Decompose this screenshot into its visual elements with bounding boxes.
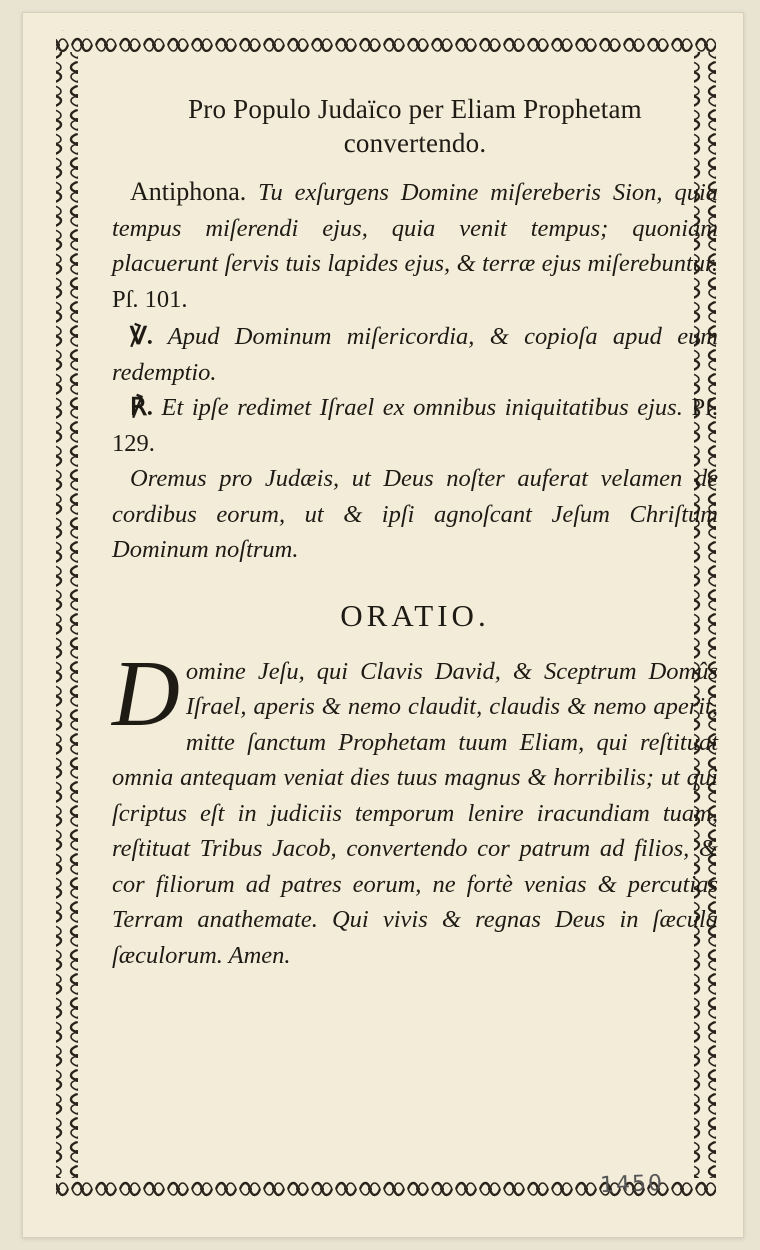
response-text: Et ipſe redimet Iſrael ex omnibus iniquitatibus ejus.	[161, 394, 683, 421]
prayer-paragraph	[112, 641, 718, 974]
title-line-1: Pro Populo Judaïco per Eliam Prophetam	[188, 94, 642, 124]
antiphona-paragraph	[112, 174, 718, 317]
title-line-2: convertendo.	[343, 128, 487, 158]
antiphona-reference: Pſ. 101.	[112, 285, 188, 313]
versicle-symbol: ℣.	[130, 323, 153, 350]
oratio-heading: ORATIO.	[340, 597, 490, 633]
document-page	[22, 12, 744, 1238]
versicle-text: Apud Dominum miſericordia, & copioſa apud eum redemptio.	[112, 323, 719, 386]
page-title	[112, 92, 718, 160]
prayer-text: omine Jeſu, qui Clavis David, & Sceptrum Domûs Iſrael, aperis & nemo claudit, claudis & nemo aperit, mitte ſanctum Prophetam tuum Eliam, qui reſtituat omnia antequam veniat dies tuus magnus & horribilis; ut qui ſcriptus eſt in judiciis temporum lenire iracundiam tuam, reſtituat Tribus Jacob, convertendo cor patrum ad filios, & cor filiorum ad patres eorum, ne fortè venias & percutias Terram anathemate. Qui vivis & regnas Deus in ſæcula ſæculorum. Amen.	[112, 657, 718, 969]
antiphona-text: Tu exſurgens Domine miſereberis Sion, quia tempus miſerendi ejus, quia venit tempus; quoniam placuerunt ſervis tuis lapides ejus, & terræ ejus miſerebuntur.	[112, 179, 719, 277]
text-content	[112, 92, 718, 973]
handwritten-number: 1450	[599, 1170, 665, 1199]
antiphona-label: Antiphona.	[130, 177, 247, 206]
oremus-paragraph: Oremus pro Judæis, ut Deus noſter auferat velamen de cordibus eorum, ut & ipſi agnoſcant Jeſum Chriſtum Dominum noſtrum.	[112, 465, 718, 563]
drop-cap: D	[112, 641, 180, 746]
versicle-paragraph	[112, 319, 718, 390]
response-symbol: ℟.	[130, 394, 153, 421]
response-paragraph	[112, 390, 718, 461]
response-reference: Pſ. 129.	[112, 394, 719, 457]
